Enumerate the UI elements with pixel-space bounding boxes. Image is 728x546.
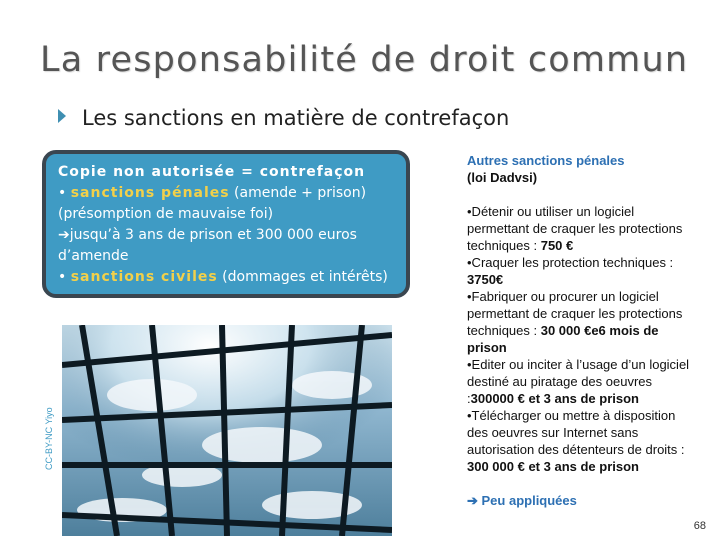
box-line-1-rest: (amende + prison) <box>229 185 367 201</box>
photo-illustration <box>62 325 392 536</box>
sanction-item: •Fabriquer ou procurer un logiciel permettant de craquer les protections techniques : 30 000 €e6 mois de prison <box>467 289 683 355</box>
conclusion: ➔ Peu appliquées <box>467 493 577 508</box>
box-line-1: • sanctions pénales (amende + prison) <box>58 185 367 201</box>
bullet-arrow-icon <box>58 109 66 123</box>
other-sanctions-panel <box>467 152 699 509</box>
slide-title: La responsabilité de droit commun <box>40 40 689 80</box>
box-line-3-text: jusqu’à 3 ans de prison et 300 000 euros d’amende <box>58 227 357 264</box>
sanction-item: •Télécharger ou mettre à disposition des oeuvres sur Internet sans autorisation des détenteurs de droits : 300 000 € et 3 ans de prison <box>467 408 685 474</box>
box-line-4: • sanctions civiles (dommages et intérêts) <box>58 269 388 285</box>
box-line-1-label: sanctions pénales <box>70 185 230 201</box>
main-bullet <box>58 106 509 130</box>
window-bars-photo <box>62 325 392 536</box>
summary-box <box>42 150 410 298</box>
panel-subheading: (loi Dadvsi) <box>467 170 538 185</box>
arrow-right-icon: ➔ <box>467 493 482 508</box>
panel-heading: Autres sanctions pénales <box>467 153 625 168</box>
sanction-item: •Craquer les protection techniques : 3750€ <box>467 255 674 287</box>
box-line-4-rest: (dommages et intérêts) <box>217 269 388 285</box>
box-heading: Copie non autorisée = contrefaçon <box>58 164 366 180</box>
photo-credit: CC-BY-NC Yiyo <box>44 407 54 470</box>
sanction-item: •Détenir ou utiliser un logiciel permettant de craquer les protections techniques : 750 € <box>467 204 683 253</box>
page-number: 68 <box>693 520 706 532</box>
box-line-3: ➔jusqu’à 3 ans de prison et 300 000 euros d’amende <box>58 227 357 264</box>
box-line-2: (présomption de mauvaise foi) <box>58 206 274 222</box>
sanction-item: •Editer ou inciter à l’usage d’un logiciel destiné au piratage des oeuvres :300000 € et 3 ans de prison <box>467 357 690 406</box>
main-bullet-text: Les sanctions en matière de contrefaçon <box>82 106 510 130</box>
box-line-4-label: sanctions civiles <box>70 269 218 285</box>
